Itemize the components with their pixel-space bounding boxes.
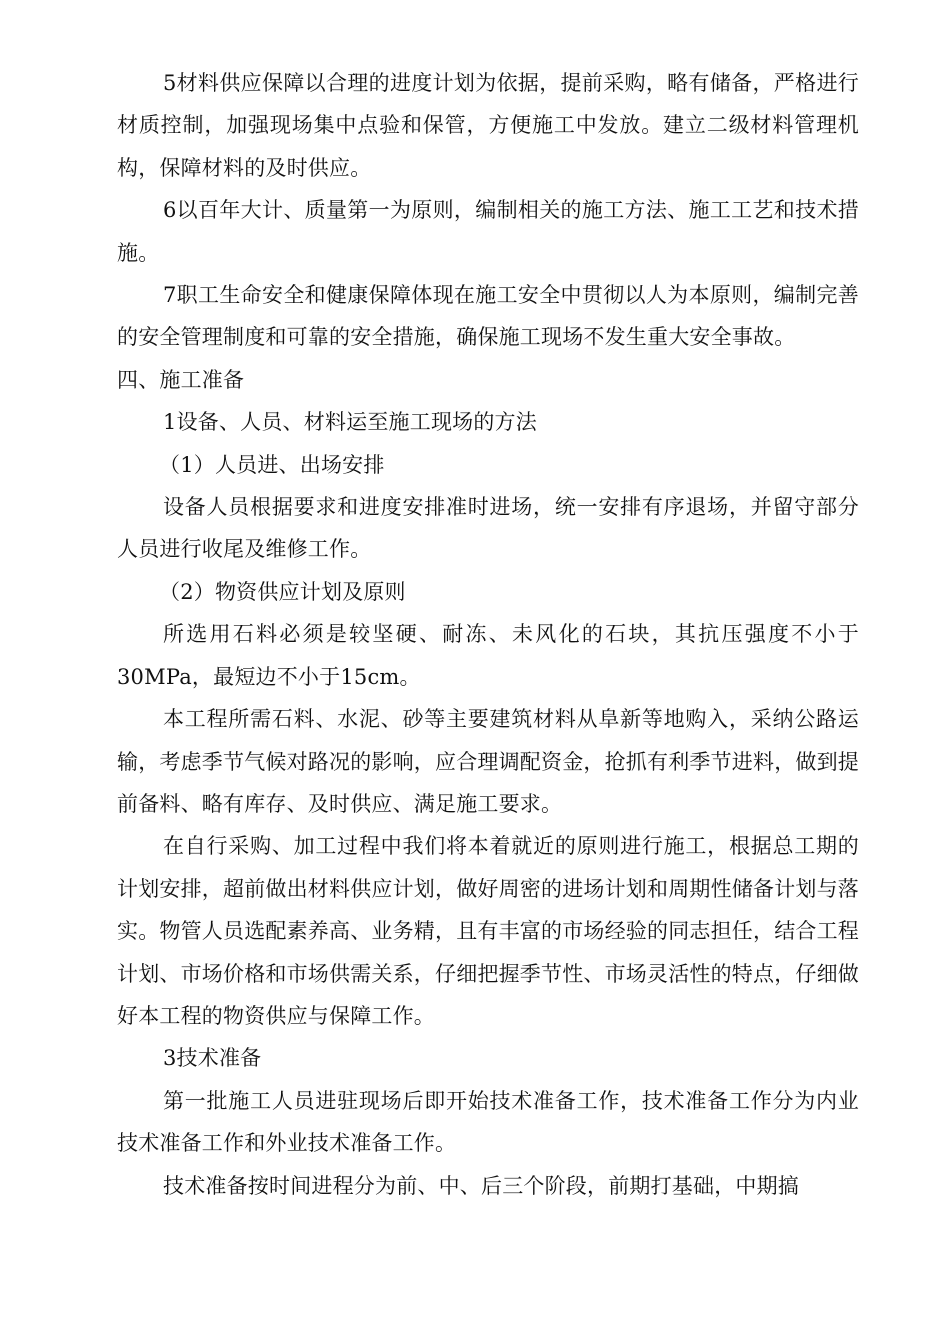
paragraph-material-sourcing: 本工程所需石料、水泥、砂等主要建筑材料从阜新等地购入，采纳公路运输，考虑季节气候对路况的影响，应合理调配资金，抢抓有利季节进料，做到提前备料、略有库存、及时供应、满足施工要求。 [117, 707, 859, 816]
subheading-material-supply-plan: （2）物资供应计划及原则 [159, 579, 406, 604]
paragraph-stone-requirements: 所选用石料必须是较坚硬、耐冻、未风化的石块，其抗压强度不小于30MPa，最短边不小于15cm。 [117, 622, 859, 689]
paragraph-material-supply: 5材料供应保障以合理的进度计划为依据，提前采购，略有储备，严格进行材质控制，加强现场集中点验和保管，方便施工中发放。建立二级材料管理机构，保障材料的及时供应。 [117, 71, 859, 180]
subheading-technical-prep: 3技术准备 [163, 1046, 262, 1071]
paragraph-safety-principle: 7职工生命安全和健康保障体现在施工安全中贯彻以人为本原则，编制完善的安全管理制度和可靠的安全措施，确保施工现场不发生重大安全事故。 [117, 283, 859, 350]
document-body [117, 62, 859, 1207]
paragraph-quality-principle: 6以百年大计、质量第一为原则，编制相关的施工方法、施工工艺和技术措施。 [117, 198, 859, 265]
subheading-personnel-arrangement: （1）人员进、出场安排 [159, 452, 385, 477]
subheading-transport-methods: 1设备、人员、材料运至施工现场的方法 [163, 410, 537, 435]
paragraph-procurement-process: 在自行采购、加工过程中我们将本着就近的原则进行施工，根据总工期的计划安排，超前做出材料供应计划，做好周密的进场计划和周期性储备计划与落实。物管人员选配素养高、业务精，且有丰富的市场经验的同志担任，结合工程计划、市场价格和市场供需关系，仔细把握季节性、市场灵活性的特点，仔细做好本工程的物资供应与保障工作。 [117, 834, 859, 1028]
section-heading-construction-prep: 四、施工准备 [117, 367, 245, 392]
paragraph-technical-prep-intro: 第一批施工人员进驻现场后即开始技术准备工作，技术准备工作分为内业技术准备工作和外业技术准备工作。 [117, 1088, 859, 1156]
paragraph-technical-prep-stages: 技术准备按时间进程分为前、中、后三个阶段，前期打基础，中期搞 [163, 1173, 799, 1198]
paragraph-personnel-arrangement: 设备人员根据要求和进度安排准时进场，统一安排有序退场，并留守部分人员进行收尾及维修工作。 [117, 495, 859, 562]
